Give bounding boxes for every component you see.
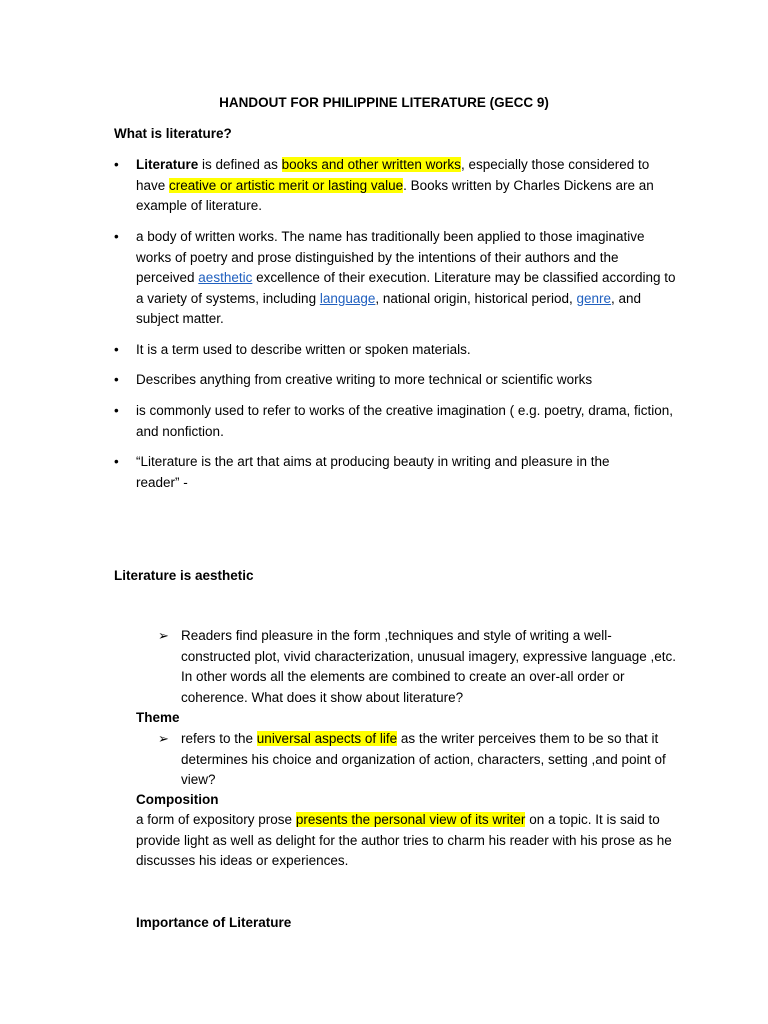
bullet-creative-to-technical: Describes anything from creative writing to more technical or scientific works	[136, 372, 593, 387]
arrow-bullet-icon: ➢	[158, 731, 169, 746]
text-run: is defined as	[198, 157, 282, 172]
heading-literature-is-aesthetic: Literature is aesthetic	[114, 568, 254, 583]
heading-composition: Composition	[136, 792, 219, 807]
bullet-body-of-works	[136, 227, 676, 330]
text-run: , national origin, historical period,	[375, 290, 577, 306]
highlight: presents the personal view of its writer	[295, 812, 526, 827]
arrow-bullet-icon: ➢	[158, 628, 169, 643]
heading-importance-of-literature: Importance of Literature	[136, 915, 292, 930]
composition-description	[136, 810, 686, 872]
link-aesthetic[interactable]: aesthetic	[198, 270, 253, 285]
theme-description	[181, 729, 681, 791]
bullet-quote: “Literature is the art that aims at producing beauty in writing and pleasure in the reader” -	[136, 454, 610, 490]
text-run: . Books written by Charles Dickens are an example of literature.	[136, 177, 654, 213]
bullet-symbol: •	[114, 372, 119, 387]
bullet-creative-imagination: is commonly used to refer to works of the creative imagination ( e.g. poetry, drama, fiction, and nonfiction.	[136, 403, 673, 439]
highlight: universal aspects of life	[256, 731, 398, 746]
highlight: books and other written works	[281, 157, 461, 172]
bullet-symbol: •	[114, 229, 119, 244]
bullet-symbol: •	[114, 157, 119, 172]
heading-theme: Theme	[136, 710, 180, 725]
bold-term: Literature	[136, 157, 199, 172]
document-title: HANDOUT FOR PHILIPPINE LITERATURE (GECC 9)	[219, 95, 549, 110]
text-run: as the writer perceives them to be so that it determines his choice and organization of action, characters, setting ,and point of view?	[181, 731, 666, 787]
link-genre[interactable]: genre	[576, 290, 612, 306]
bullet-symbol: •	[114, 403, 119, 418]
bullet-symbol: •	[114, 342, 119, 357]
text-run: a form of expository prose	[136, 812, 296, 827]
bullet-term-written-spoken: It is a term used to describe written or spoken materials.	[136, 342, 471, 357]
text-run: , and subject matter.	[136, 290, 642, 326]
heading-what-is-literature: What is literature?	[114, 126, 232, 141]
text-run: , especially those considered to have	[136, 157, 650, 193]
aesthetic-description: Readers find pleasure in the form ,techniques and style of writing a well-constructed plot, vivid characterization, unusual imagery, expressive language ,etc. In other words all the elements are combined to create an over-all order or coherence. What does it show about literature?	[181, 628, 677, 705]
highlight: creative or artistic merit or lasting value	[169, 177, 404, 193]
bullet-symbol: •	[114, 454, 119, 469]
bullet-literature-definition	[136, 155, 676, 217]
text-run: on a topic. It is said to provide light as well as delight for the author tries to charm his reader with his prose as he discusses his ideas or experiences.	[136, 812, 672, 868]
link-language[interactable]: language	[319, 290, 376, 306]
text-run: excellence of their execution. Literature may be classified according to a variety of systems, including	[136, 270, 676, 306]
text-run: refers to the	[181, 731, 257, 746]
text-run: a body of written works. The name has traditionally been applied to those imaginative works of poetry and prose distinguished by the intentions of their authors and the perceived	[136, 229, 645, 285]
